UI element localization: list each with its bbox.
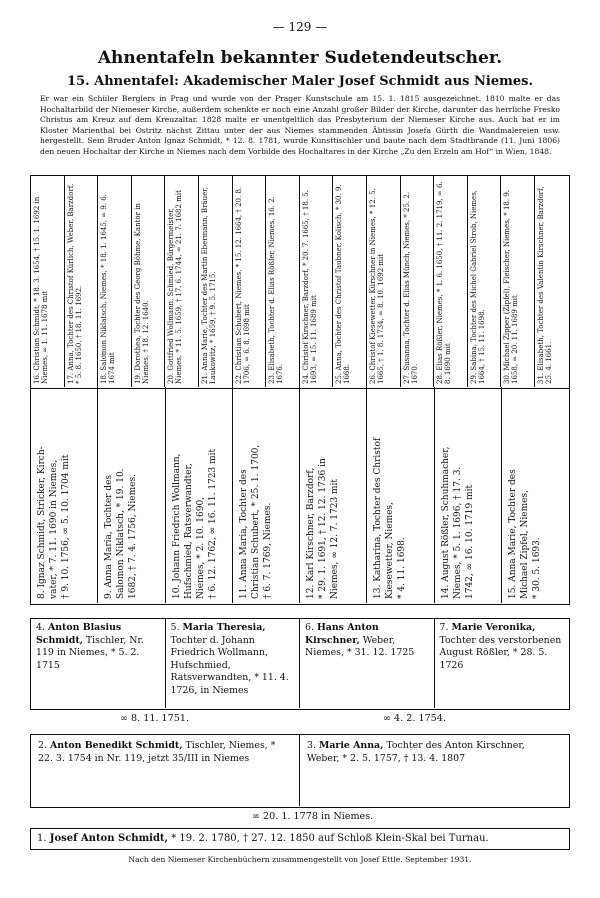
ancestor-number: 18. [100,372,109,384]
gen4-column-rule [332,175,333,387]
ancestor-line: Anna Marie, Tochter des [507,469,518,582]
gen4-column-rule [97,175,98,387]
ancestor-gen4-29 [470,178,487,384]
ancestor-gen4-26 [369,178,386,384]
ancestor-number: 11. [238,584,249,599]
ancestor-text: Christof Kiesewetter, Kürschner in Niemes, * 12. 5. 1665, † 1. 8. 1734, ∞ 8. 10. 1692 mit [369,188,386,384]
gen3-column-rule [165,387,166,603]
ancestor-number: 25. [335,372,344,384]
page-title: Ahnentafeln bekannter Sudetendeutscher. [97,48,503,68]
ancestor-gen4-30 [503,178,520,384]
ancestor-number: 2. [38,740,47,751]
ancestor-number: 3. [307,740,316,751]
ancestor-number: 26. [369,372,377,384]
ancestor-text: Tochter des verstorbenen August Rößler, * 28. 5. 1726 [439,634,562,671]
ancestor-gen2-7 [440,622,563,672]
ancestor-gen4-21 [201,178,218,384]
ancestor-gen2-5 [171,622,294,698]
generation-divider [31,388,569,389]
ancestor-number: 5. [170,622,180,633]
gen3-column-rule [97,387,98,603]
proband-name: Josef Anton Schmidt, [49,833,169,844]
ancestor-number: 20. [167,372,176,384]
gen3-column-rule [366,387,367,603]
ancestor-text: Sabina, Tochter des Michel Gabriel Strob, Niemes, 1664, † 15. 11. 1698. [469,189,487,384]
ancestor-line: Karl Kirschner, Barzdorf, [306,467,316,582]
ancestor-text: Elisabeth, Tochter des Valentin Kirschner, Barzdorf, 25. 4. 1661. [537,186,554,384]
gen3-column-rule [434,387,435,603]
table-left-rule [30,176,31,604]
ancestor-number: 7. [439,622,449,633]
gen4-column-rule [400,175,401,387]
ancestor-text: Michael Zipper (Zipfel), Fleischer, Niemes, * 18. 9. 1658, ∞ 20. 11. 1689 mit [503,190,520,384]
ancestor-number: 22. [234,372,243,384]
ancestor-gen3-14 [440,391,476,599]
intro-paragraph: Er war ein Schüler Berglers in Prag und wurde von der Prager Kunstschule am 15. 1. 1815 ausgezeichnet. 1810 malte er das Hochaltarbild der Niemeser Kirche, außerdem schenkte er noch eine Anzahl großer Bilder der Kirche, darunter das herrliche Fresko Christus am Kreuz auf dem Kreuzaltar. 1828 malte er unentgeltlich das Presbyterium der Niemeser Kirche aus. Auch hat er im Kloster Marienthal bei Ostritz nächst Zittau unter der aus Niemes stammenden Äbtissin Josefa Gürth die Wandmalereien usw. hergestellt. Sein Bruder Anton Ignaz Schmidt, * 12. 8. 1781, wurde Kunsttischler und baute nach dem Stadtbrande (11. Juni 1806) den neuen Hochaltar der Kirche in Niemes nach dem Vorbilde des Hochaltares in der Kirche „Zu den Erzeln am Hof“ in Wien, 1848. [40,94,560,156]
gen4-column-rule [131,175,132,387]
ancestor-gen3-15 [507,391,543,599]
ancestor-name: Marie Anna, [318,740,384,751]
gen4-column-rule [164,175,165,387]
ancestor-text: Christian Schubert, Niemes, * 15. 12. 1664, † 20. 8. 1706, ∞ 6. 8. 1698 mit [234,186,251,384]
ancestor-text: Tochter des Anton Kirschner, Weber, * 2. 5. 1757, † 13. 4. 1807 [307,740,525,764]
ancestor-text: Dorothea, Tochter des Georg Böhme, Kantor in Niemes, † 18. 12. 1640. [133,203,151,384]
ancestor-gen3-12 [305,391,341,599]
ancestor-name: Anton Benedikt Schmidt, [49,740,183,751]
ancestor-number: 21. [201,372,209,384]
ancestor-number: 30. [503,372,512,384]
ancestor-number: 9. [104,590,115,599]
proband-details: * 19. 2. 1780, † 27. 12. 1850 auf Schloß Klein-Skal bei Turnau. [171,833,489,844]
ancestor-gen4-31 [537,178,554,384]
ancestor-gen4-16 [33,178,50,384]
ancestor-line: Niemes, ∞ 12. 7. 1723 mit [330,478,340,599]
marriage-gen1: ∞ 20. 1. 1778 in Niemes. [252,811,374,822]
ancestor-gen2-6 [305,622,428,660]
ancestor-text: Tischler, Nr. 119 in Niemes, * 5. 2. 1715 [36,634,144,671]
ancestor-number: 12. [306,584,316,599]
gen3-column-rule [299,387,300,603]
ancestor-line: Katharina, Tochter des Christof [373,437,384,582]
ancestor-gen3-10 [171,391,219,599]
ancestor-gen4-23 [268,178,285,384]
gen4-column-rule [366,175,367,387]
proband-row [30,828,570,850]
marriage-gen2-right: ∞ 4. 2. 1754. [383,713,446,724]
ancestor-line: 1742, ∞ 16. 10. 1719 mit [464,484,475,599]
ancestor-number: 16. [33,372,41,384]
ancestor-gen3-8 [36,391,72,599]
ancestor-text: Anna, Tochter des Christof Taubner, Kolisch, * 30. 9. 1668. [335,184,352,384]
gen4-column-rule [534,175,535,387]
ancestor-line: 1682, † 7. 4. 1756, Niemes. [128,474,139,599]
ancestor-line: Johann Friedrich Wollmann, [171,453,182,582]
gen4-column-rule [232,175,233,387]
ancestor-number: 31. [537,372,545,384]
ancestor-text: Tochter d. Johann Friedrich Wollmann, Hufschmied, Ratsverwandten, * 11. 4. 1726, in Niemes [170,634,289,696]
ancestor-line: † 9. 10. 1756, ∞ 5. 10. 1704 mit [61,454,71,599]
ancestor-gen4-25 [335,178,352,384]
marriage-gen2-left: ∞ 8. 11. 1751. [120,713,190,724]
ancestor-number: 6. [305,622,314,633]
ancestor-line: Anna Maria, Tochter des [104,474,115,588]
ancestor-line: † 6. 7. 1769, Niemes. [262,502,273,599]
gen4-column-rule [299,175,300,387]
ancestor-line: Christian Schubert, * 25. 1. 1700, [250,444,261,599]
ancestor-gen4-19 [134,178,151,384]
ancestor-line: † 6. 12. 1762, ∞ 16. 11. 1723 mit [207,448,218,599]
ancestor-text: Elisabeth, Tochter d. Elias Rößler, Niemes, 16. 2. 1676. [268,196,285,384]
gen2-column-rule [299,618,300,708]
ancestor-gen4-20 [167,178,184,384]
gen3-column-rule [232,387,233,603]
gen4-column-rule [433,175,434,387]
ancestor-gen4-24 [302,178,319,384]
ancestor-number: 28. [436,372,445,384]
ancestor-number: 29. [469,372,478,384]
ancestor-number: 10. [171,584,182,599]
ancestor-line: * 30. 5. 1693. [531,537,542,599]
ancestor-number: 13. [373,584,384,599]
ancestor-number: 14. [440,584,451,599]
gen4-column-rule [198,175,199,387]
chart-subtitle: 15. Ahnentafel: Akademischer Maler Josef Schmidt aus Niemes. [67,74,533,89]
ancestor-gen2-4 [36,622,159,672]
ancestor-text: Anna Marie, Tochter des Martin Ebermann, Bräuer, Laukowitz, * 1659, † 9. 5. 1715. [201,186,218,384]
gen4-column-rule [500,175,501,387]
ancestor-gen4-27 [403,178,420,384]
gen4-column-rule [265,175,266,387]
ancestor-line: Anna Maria, Tochter des [238,469,249,582]
ancestor-number: 27. [402,372,411,384]
ancestor-line: Michael Zipfel, Niemes, [519,490,530,599]
ancestor-text: Tischler, Niemes, * 22. 3. 1754 in Nr. 119, jetzt 35/III in Niemes [38,740,276,764]
ancestor-line: Niemes, * 5. 1. 1696, † 17. 3. [452,466,463,599]
ancestor-number: 8. [37,590,47,599]
ancestor-gen4-22 [235,178,252,384]
ancestor-number: 17. [66,372,75,384]
ancestor-gen1-2 [38,740,291,765]
ancestor-line: August Rößler, Schuhmacher, [440,446,451,582]
ancestor-gen1-3 [307,740,560,765]
gen2-column-rule [434,618,435,708]
gen2-column-rule [165,618,166,708]
ancestor-number: 19. [133,372,142,384]
ancestor-line: Niemes, * 2. 10. 1690, [195,496,206,599]
ancestor-number: 4. [36,622,45,633]
ancestor-gen4-17 [67,178,84,384]
ancestor-number: 15. [507,584,518,599]
ancestor-text: Gottfried Wollmann, Schmied, Bürgermeister, Niemes, * 11. 5. 1659, † 17. 6. 1744, ∞ 21. 7. 1682 mit [167,190,184,384]
footer-note: Nach den Niemeser Kirchenbüchern zusammengestellt von Josef Ettle. September 1931. [128,855,472,864]
gen4-column-rule [64,175,65,387]
ancestor-line: Hufschmied, Ratsverwandter, [183,463,194,599]
ancestor-gen3-13 [372,391,408,599]
ancestor-gen4-28 [436,178,453,384]
ancestor-text: Salomon Niklatsch, Niemes, * 18. 1. 1645, ∞ 9. 6. 1674 mit [100,194,117,384]
ancestor-text: Susanna, Tochter d. Elias Münch, Niemes, * 25. 2. 1670. [402,191,419,384]
ancestor-number: 24. [301,372,310,384]
ancestor-text: Anna, Tochter des Christof Kürlich, Weber, Barzdorf, * 5. 8. 1650, † 18. 11. 1692. [66,183,83,384]
ancestor-text: Weber, Niemes, * 31. 12. 1725 [305,634,415,659]
gen4-column-rule [467,175,468,387]
ancestor-name: Marie Veronika, [451,622,536,633]
gen1-column-rule [299,734,300,806]
ancestor-line: * 29. 1. 1691, † 12. 12. 1736 in [318,458,328,599]
proband-number: 1. [37,833,47,844]
ancestor-line: vater, * 7. 11. 1690 in Niemes, [49,459,59,599]
ancestor-text: Elias Rößler, Niemes, * 1. 6. 1650, † 11. 2. 1719, ∞ 6. 8. 1690 mit [436,181,453,384]
ancestor-line: * 4. 11. 1698. [397,537,408,599]
ancestor-text: Christof Kirschner, Barzdorf, * 20. 7. 1665, † 18. 5. 1693, ∞ 15. 11. 1689 mit [301,190,319,384]
ancestor-line: Kiesewetter, Niemes, [385,502,396,599]
ancestor-number: 23. [268,372,277,384]
ancestor-line: Ignaz Schmidt, Stricker, Kirch- [37,446,47,588]
ancestor-text: Christian Schmidt, * 18. 3. 1654, † 15. 1. 1692 in Niemes, ∞ 1. 11. 1678 mit [33,196,50,384]
ancestor-gen3-9 [103,391,139,599]
ancestor-line: Salomon Niklatsch, * 19. 10. [116,468,127,599]
page-number: — 129 — [272,20,328,34]
ancestor-gen3-11 [238,391,274,599]
ancestor-gen4-18 [100,178,117,384]
gen3-column-rule [501,387,502,603]
ancestor-name: Hans Anton Kirschner, [305,622,379,646]
ancestor-name: Anton Blasius Schmidt, [36,622,122,646]
ancestor-name: Maria Theresia, [182,622,266,633]
